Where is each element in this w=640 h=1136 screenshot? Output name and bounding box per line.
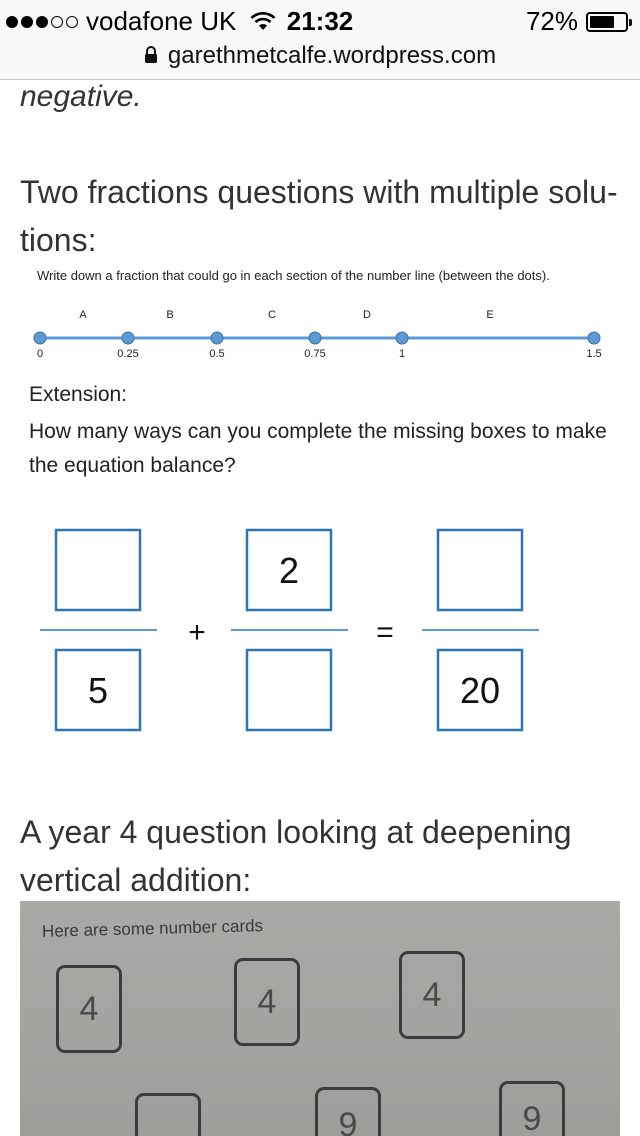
- section-label-a: A: [79, 309, 87, 321]
- article-content: [0, 80, 640, 1136]
- address-bar[interactable]: [0, 40, 640, 80]
- battery-level-fill: [590, 16, 614, 28]
- fraction3-numerator-box: [438, 530, 522, 610]
- lock-icon: [144, 46, 158, 64]
- number-cards-photo: [20, 901, 620, 1136]
- number-card: 4: [399, 951, 465, 1039]
- plus-operator: +: [188, 616, 206, 649]
- number-card: 4: [56, 965, 122, 1053]
- fraction1-denominator: 5: [87, 670, 109, 711]
- number-line-instruction: Write down a fraction that could go in each section of the number line (between the dots).: [37, 268, 550, 283]
- number-line-diagram: [20, 302, 620, 366]
- number-card: 9: [315, 1087, 381, 1136]
- number-card: 4: [234, 958, 300, 1046]
- tick-label: 0: [36, 348, 44, 360]
- fraction3-denominator: 20: [459, 670, 501, 711]
- fraction2-denominator-box: [247, 650, 331, 730]
- section-label-d: D: [363, 309, 371, 321]
- extension-question: How many ways can you complete the missing boxes to make the equation balance?: [29, 420, 607, 477]
- number-card: 9: [499, 1081, 565, 1136]
- partial-previous-text: negative.: [20, 80, 142, 113]
- photo-caption: Here are some number cards: [41, 916, 264, 941]
- battery-info: [526, 6, 628, 37]
- carrier-name: vodafone UK: [86, 6, 237, 36]
- tick-label: 0.25: [117, 348, 139, 360]
- clock: 21:32: [286, 6, 354, 36]
- section-label-b: B: [166, 309, 174, 321]
- heading-vertical-addition: A year 4 question looking at deepening vertical addition:: [20, 814, 572, 898]
- number-line-dot: [588, 332, 600, 344]
- number-line-dot: [396, 332, 408, 344]
- equals-operator: =: [376, 616, 394, 649]
- tick-label: 1.5: [586, 348, 602, 360]
- tick-label: 0.75: [304, 348, 326, 360]
- battery-percent: 72%: [525, 6, 578, 36]
- url-text: garethmetcalfe.wordpress.com: [167, 42, 497, 69]
- fraction-equation: [0, 512, 640, 752]
- battery-icon: [586, 12, 628, 32]
- number-line-dot: [211, 332, 223, 344]
- number-card: [135, 1093, 201, 1136]
- fraction1-numerator-box: [56, 530, 140, 610]
- number-line-dot: [309, 332, 321, 344]
- extension-title: Extension:: [29, 383, 128, 406]
- number-line-dot: [34, 332, 46, 344]
- fraction2-numerator: 2: [278, 550, 300, 591]
- section-label-e: E: [486, 309, 494, 321]
- status-bar: [0, 0, 640, 40]
- section-label-c: C: [268, 309, 276, 321]
- number-line-dot: [122, 332, 134, 344]
- tick-label: 0.5: [209, 348, 225, 360]
- heading-fractions-questions: Two fractions questions with multiple solu- tions:: [20, 174, 618, 258]
- tick-label: 1: [398, 348, 406, 360]
- url-display[interactable]: [0, 42, 640, 70]
